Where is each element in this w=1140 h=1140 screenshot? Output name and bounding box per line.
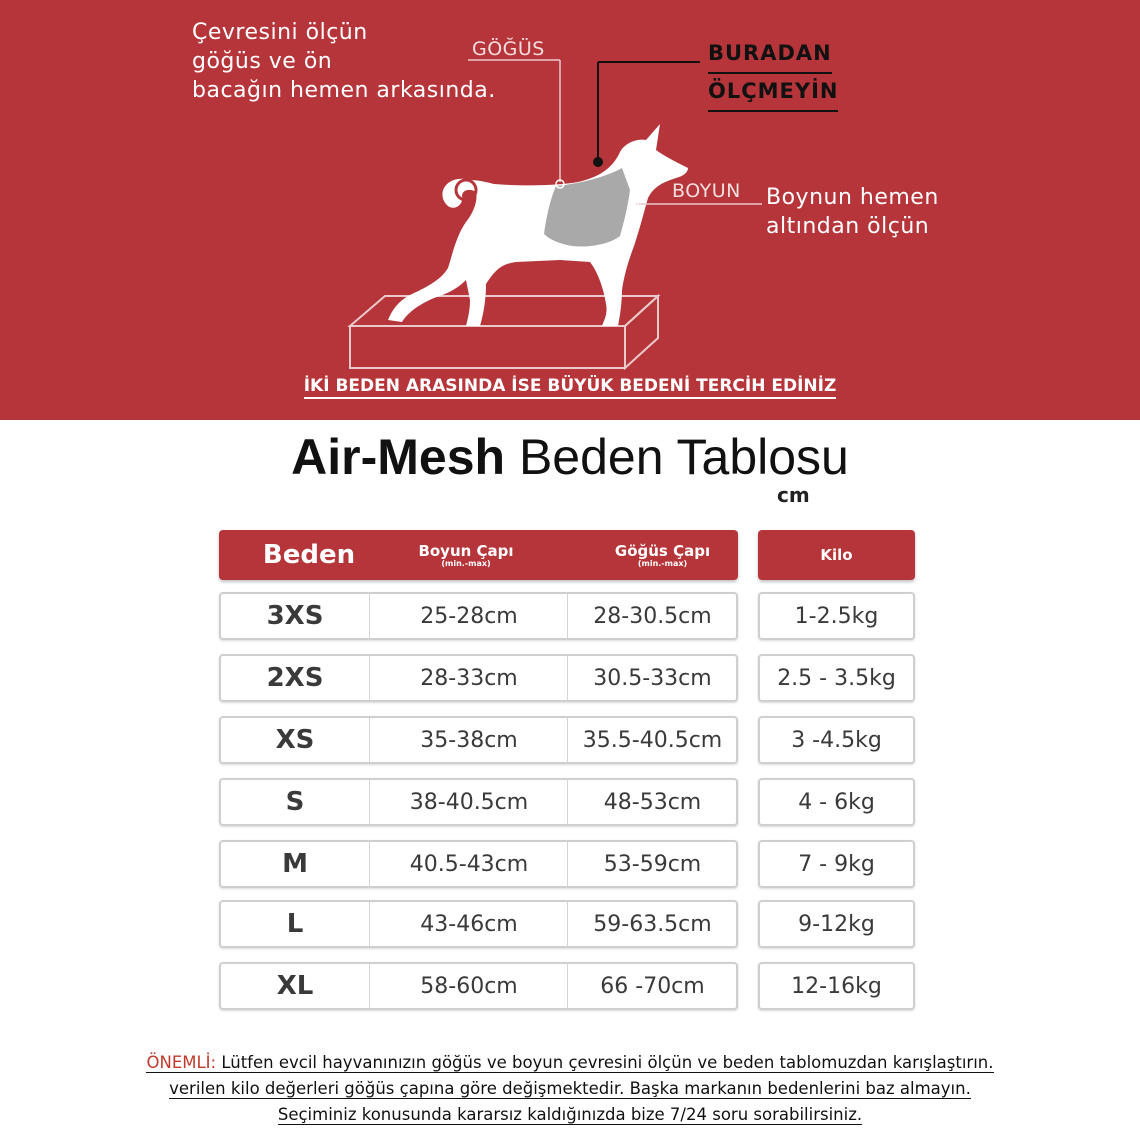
unit-label: cm bbox=[777, 483, 810, 507]
size-cell: S bbox=[285, 787, 305, 817]
neck-cell: 25-28cm bbox=[369, 594, 568, 638]
size-cell: XS bbox=[275, 725, 315, 755]
table-header bbox=[219, 530, 738, 580]
chest-cell: 35.5-40.5cm bbox=[567, 718, 737, 762]
weight-cell: 9-12kg bbox=[758, 900, 915, 948]
header-neck: Boyun Çapı (min.-max) bbox=[418, 541, 514, 568]
weight-cell: 1-2.5kg bbox=[758, 592, 915, 640]
neck-label: BOYUN bbox=[672, 180, 741, 202]
title-rest: Beden Tablosu bbox=[505, 429, 849, 485]
neck-cell: 28-33cm bbox=[369, 656, 568, 700]
weight-cell: 3 -4.5kg bbox=[758, 716, 915, 764]
table-row bbox=[219, 592, 738, 640]
weight-cell: 2.5 - 3.5kg bbox=[758, 654, 915, 702]
instruction-banner bbox=[0, 0, 1140, 420]
chest-label: GÖĞÜS bbox=[472, 38, 545, 60]
note-line-3: Seçiminiz konusunda kararsız kaldığınızda bize 7/24 soru sorabilirsiniz. bbox=[277, 1105, 863, 1124]
header-size: Beden bbox=[262, 540, 356, 570]
size-cell: L bbox=[286, 909, 304, 939]
size-cell: M bbox=[282, 849, 308, 879]
weight-cell: 7 - 9kg bbox=[758, 840, 915, 888]
table-row bbox=[219, 778, 738, 826]
table-row bbox=[219, 900, 738, 948]
neck-cell: 43-46cm bbox=[369, 902, 568, 946]
choose-bigger-size-note: İKİ BEDEN ARASINDA İSE BÜYÜK BEDENİ TERCİH EDİNİZ bbox=[0, 376, 1140, 396]
table-row bbox=[219, 654, 738, 702]
header-chest: Göğüs Çapı (min.-max) bbox=[614, 541, 711, 568]
neck-cell: 38-40.5cm bbox=[369, 780, 568, 824]
table-header-weight bbox=[758, 530, 915, 580]
important-label: ÖNEMLİ: bbox=[146, 1053, 217, 1072]
chest-instruction: Çevresini ölçün göğüs ve ön bacağın hemen arkasında. bbox=[192, 20, 496, 103]
size-cell: 2XS bbox=[266, 663, 324, 693]
neck-cell: 35-38cm bbox=[369, 718, 568, 762]
size-cell: 3XS bbox=[266, 601, 324, 631]
chest-cell: 48-53cm bbox=[567, 780, 737, 824]
weight-cell: 12-16kg bbox=[758, 962, 915, 1010]
table-row bbox=[219, 716, 738, 764]
neck-cell: 40.5-43cm bbox=[369, 842, 568, 886]
chest-cell: 59-63.5cm bbox=[567, 902, 737, 946]
chest-cell: 66 -70cm bbox=[567, 964, 737, 1008]
page-title bbox=[0, 428, 1140, 486]
important-note bbox=[0, 1050, 1140, 1128]
do-not-measure-warning: BURADAN ÖLÇMEYİN bbox=[708, 36, 838, 112]
note-line-2: verilen kilo değerleri göğüs çapına göre değişmektedir. Başka markanın bedenlerini baz almayın. bbox=[169, 1079, 971, 1098]
table-row bbox=[219, 962, 738, 1010]
chest-cell: 28-30.5cm bbox=[567, 594, 737, 638]
dog-measurement-illustration bbox=[0, 0, 1140, 420]
chest-cell: 30.5-33cm bbox=[567, 656, 737, 700]
weight-cell: 4 - 6kg bbox=[758, 778, 915, 826]
note-line-1: Lütfen evcil hayvanınızın göğüs ve boyun çevresini ölçün ve beden tablomuzdan karışlaştırın. bbox=[216, 1053, 994, 1072]
header-weight: Kilo bbox=[820, 546, 853, 564]
neck-instruction: Boynun hemen altından ölçün bbox=[766, 185, 939, 239]
chest-cell: 53-59cm bbox=[567, 842, 737, 886]
size-cell: XL bbox=[276, 971, 314, 1001]
table-row bbox=[219, 840, 738, 888]
neck-cell: 58-60cm bbox=[369, 964, 568, 1008]
title-brand: Air-Mesh bbox=[291, 429, 506, 485]
